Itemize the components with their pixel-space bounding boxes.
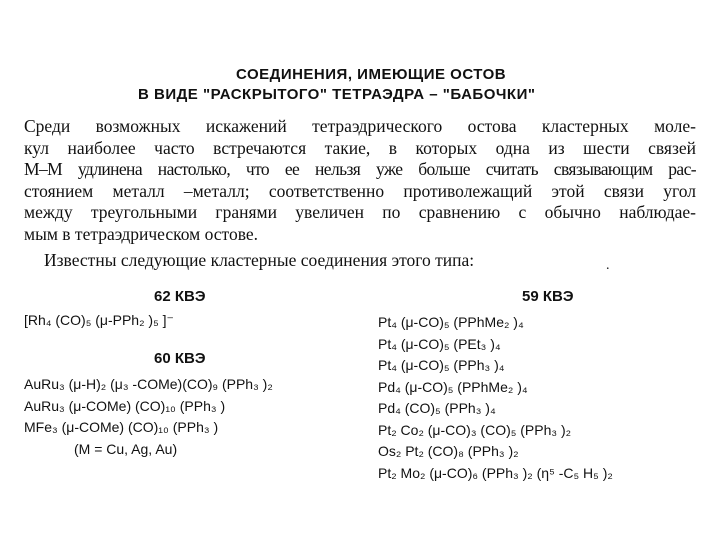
compound-item: [Rh₄ (CO)₅ (μ-PPh₂ )₅ ]⁻ <box>24 312 174 328</box>
section-title-line-2: В ВИДЕ "РАСКРЫТОГО" ТЕТРАЭДРА – "БАБОЧКИ" <box>138 86 536 103</box>
compound-item: Pt₄ (μ-CO)₅ (PPh₃ )₄ <box>378 357 505 373</box>
compounds-intro: Известны следующие кластерные соединения этого типа: <box>44 250 475 270</box>
compound-item: Pt₂ Mo₂ (μ-CO)₆ (PPh₃ )₂ (η⁵ -C₅ H₅ )₂ <box>378 464 613 481</box>
section-title-line-1: СОЕДИНЕНИЯ, ИМЕЮЩИЕ ОСТОВ <box>236 66 507 83</box>
header-59-kve: 59 КВЭ <box>522 288 574 305</box>
compound-item: Pd₄ (μ-CO)₅ (PPhMe₂ )₄ <box>378 378 528 395</box>
compound-item: Pt₄ (μ-CO)₅ (PPhMe₂ )₄ <box>378 314 524 330</box>
paragraph-line: мым в тетраэдрическом остове. <box>24 223 259 244</box>
header-60-kve: 60 КВЭ <box>154 350 206 367</box>
paragraph-line: Среди возможных искажений тетраэдрического остова кластерных моле- <box>24 116 696 136</box>
paragraph-line: кул наиболее часто встречаются такие, в которых одна из шести связей <box>24 137 696 158</box>
compound-item: AuRu₃ (μ-H)₂ (μ₃ -COMe)(CO)₉ (PPh₃ )₂ <box>24 376 273 392</box>
compound-item: Pt₂ Co₂ (μ-CO)₃ (CO)₅ (PPh₃ )₂ <box>378 421 572 438</box>
compound-item: MFe₃ (μ-COMe) (CO)₁₀ (PPh₃ ) <box>24 419 219 435</box>
compound-note: (M = Cu, Ag, Au) <box>74 440 178 457</box>
compound-item: Pd₄ (CO)₅ (PPh₃ )₄ <box>378 400 496 416</box>
body-paragraph <box>24 116 696 245</box>
list-59-kve <box>378 312 613 484</box>
paragraph-line: стоянием металл –металл; соответственно противолежащий этой связи угол <box>24 180 696 201</box>
list-60-kve <box>24 374 273 460</box>
list-62-kve <box>24 310 174 332</box>
compound-item: AuRu₃ (μ-COMe) (CO)₁₀ (PPh₃ ) <box>24 397 226 414</box>
paragraph-line: М–М удлинена настолько, что ее нельзя уже больше считать связывающим рас- <box>24 159 696 179</box>
paragraph-line: между треугольными гранями увеличен по сравнению с обычно наблюдае- <box>24 202 696 222</box>
compound-item: Pt₄ (μ-CO)₅ (PEt₃ )₄ <box>378 335 501 352</box>
stray-mark: . <box>606 258 610 273</box>
header-62-kve: 62 КВЭ <box>154 288 206 305</box>
compound-item: Os₂ Pt₂ (CO)₈ (PPh₃ )₂ <box>378 443 519 459</box>
